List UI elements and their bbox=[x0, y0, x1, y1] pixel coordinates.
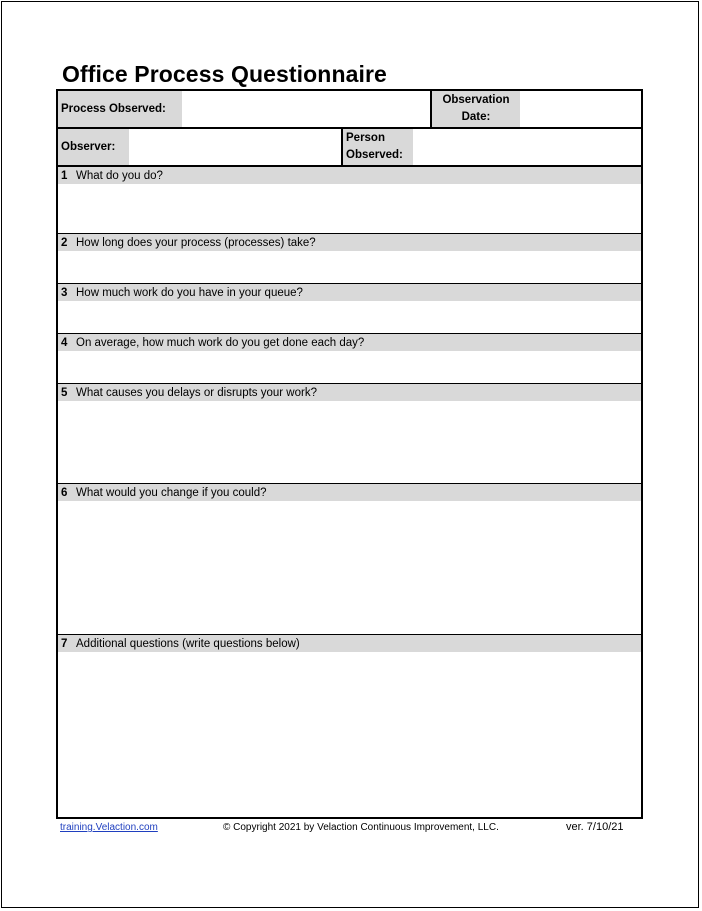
question-header bbox=[58, 334, 641, 351]
observation-date-label-line1: Observation bbox=[442, 94, 510, 106]
header-row-observer bbox=[58, 129, 641, 167]
question-header bbox=[58, 167, 641, 184]
question-text: What would you change if you could? bbox=[76, 486, 267, 499]
questionnaire-form bbox=[56, 89, 643, 819]
question-number: 3 bbox=[61, 286, 68, 299]
answer-area-7[interactable] bbox=[58, 652, 641, 817]
person-observed-field[interactable] bbox=[413, 129, 641, 165]
answer-area-1[interactable] bbox=[58, 184, 641, 233]
question-text: Additional questions (write questions below) bbox=[76, 637, 300, 650]
question-5 bbox=[58, 383, 641, 484]
question-text: On average, how much work do you get done each day? bbox=[76, 336, 365, 349]
person-observed-label bbox=[341, 129, 413, 165]
question-text: What do you do? bbox=[76, 169, 163, 182]
question-3 bbox=[58, 283, 641, 333]
answer-area-5[interactable] bbox=[58, 401, 641, 484]
footer-copyright: © Copyright 2021 by Velaction Continuous Improvement, LLC. bbox=[223, 822, 499, 833]
question-text: How long does your process (processes) take? bbox=[76, 236, 316, 249]
footer-version: ver. 7/10/21 bbox=[566, 821, 624, 833]
process-observed-label: Process Observed: bbox=[58, 91, 182, 127]
question-header bbox=[58, 484, 641, 501]
answer-area-4[interactable] bbox=[58, 351, 641, 383]
observation-date-label bbox=[430, 91, 520, 127]
question-number: 1 bbox=[61, 169, 68, 182]
person-observed-label-line2: Observed: bbox=[346, 149, 403, 161]
footer-website-link[interactable]: training.Velaction.com bbox=[60, 822, 158, 833]
answer-area-2[interactable] bbox=[58, 251, 641, 284]
question-text: How much work do you have in your queue? bbox=[76, 286, 303, 299]
question-1 bbox=[58, 167, 641, 233]
observer-label: Observer: bbox=[58, 129, 129, 165]
answer-area-6[interactable] bbox=[58, 501, 641, 634]
question-7 bbox=[58, 634, 641, 817]
question-number: 7 bbox=[61, 637, 68, 650]
question-2 bbox=[58, 233, 641, 284]
question-number: 5 bbox=[61, 386, 68, 399]
person-observed-label-line1: Person bbox=[346, 132, 385, 144]
header-row-process bbox=[58, 91, 641, 129]
question-number: 4 bbox=[61, 336, 68, 349]
question-header bbox=[58, 234, 641, 251]
question-text: What causes you delays or disrupts your work? bbox=[76, 386, 317, 399]
question-6 bbox=[58, 483, 641, 634]
question-header bbox=[58, 635, 641, 652]
question-number: 6 bbox=[61, 486, 68, 499]
question-header bbox=[58, 284, 641, 301]
question-number: 2 bbox=[61, 236, 68, 249]
observation-date-field[interactable] bbox=[520, 91, 641, 127]
question-4 bbox=[58, 333, 641, 383]
process-observed-field[interactable] bbox=[182, 91, 430, 127]
observation-date-label-line2: Date: bbox=[461, 111, 491, 123]
observer-field[interactable] bbox=[129, 129, 341, 165]
answer-area-3[interactable] bbox=[58, 301, 641, 333]
question-header bbox=[58, 384, 641, 401]
page-title: Office Process Questionnaire bbox=[62, 61, 387, 87]
